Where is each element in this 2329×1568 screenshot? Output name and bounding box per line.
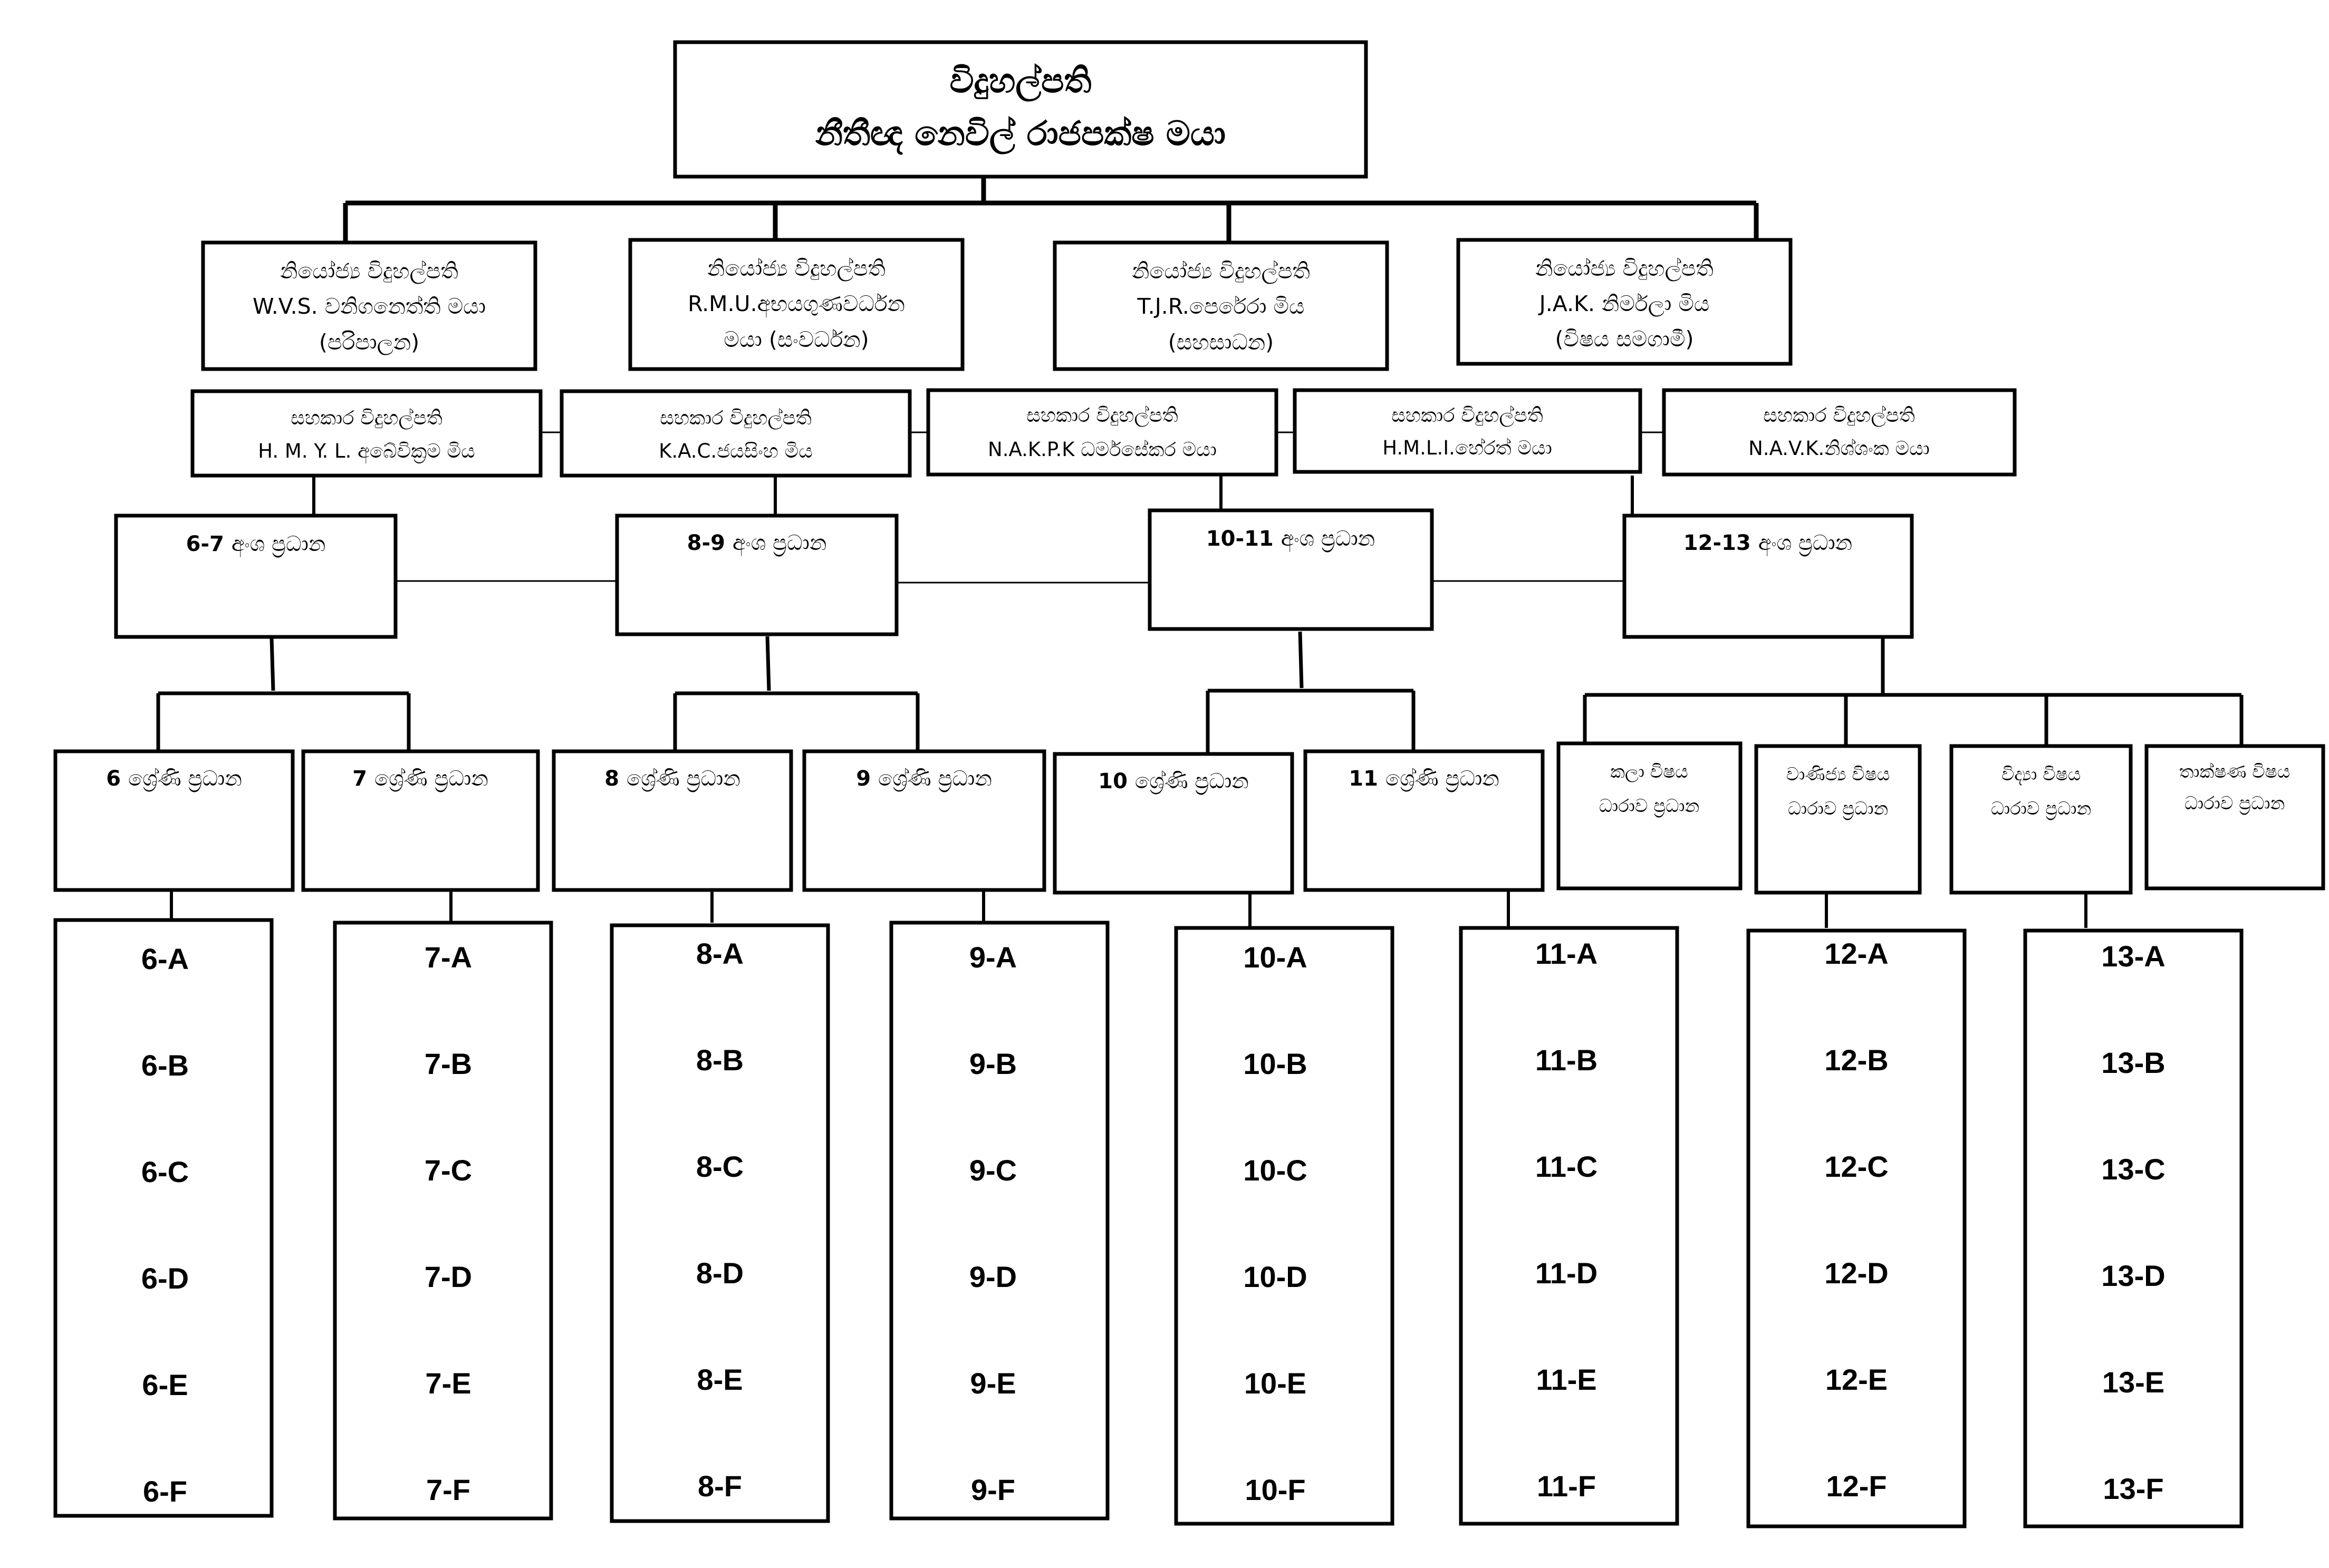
class-label: 7-C [424,1154,473,1187]
class-column-9 [891,923,1108,1518]
class-label: 8-E [697,1363,743,1396]
class-label: 9-D [969,1260,1017,1293]
stream-head-node [1951,746,2131,893]
stream-head-subject: කලා විෂය [1610,761,1688,782]
stream-head-title: ධාරාව ප්‍රධාන [1599,796,1700,817]
grade-head-title: ශ්‍රේණි ප්‍රධාන [1385,767,1499,791]
class-label: 6-D [141,1262,189,1295]
stream-head-node [2147,746,2323,888]
assistant-node [1664,390,2015,475]
deputy-name: T.J.R.පෙරේරා මිය [1137,294,1305,319]
assistant-title: සහකාර විදුහල්පති [660,406,812,429]
grade-head-number: 6 [106,767,121,791]
class-column-8 [612,925,828,1521]
class-label: 12-C [1824,1150,1889,1183]
section-head-title: අංශ ප්‍රධාන [1281,527,1375,551]
class-column-13 [2025,931,2241,1526]
assistant-node [1295,390,1640,472]
stream-head-node [1558,743,1740,888]
grade-head-label [1349,767,1499,792]
stream-head-title: ධාරාව ප්‍රධාන [1787,798,1889,819]
stream-head-subject: විද්‍යා විෂය [2001,764,2081,785]
assistant-box [1664,390,2015,475]
assistant-box [193,391,541,476]
grade-head-label [352,767,488,792]
class-label: 10-B [1243,1047,1307,1080]
class-label: 8-D [696,1256,744,1290]
assistant-box [928,390,1276,475]
class-label: 8-C [696,1150,744,1183]
deputy-node [1055,243,1387,369]
assistant-name: H. M. Y. L. අබේවික්‍රම මිය [258,440,475,462]
deputy-title: නියෝජ්‍ය විදුහල්පති [707,256,886,281]
class-label: 12-E [1825,1363,1888,1396]
grade-head-title: ශ්‍රේණි ප්‍රධාන [1134,769,1249,793]
assistant-title: සහකාර විදුහල්පති [1763,404,1915,427]
principal-node [675,42,1366,177]
deputy-node [1458,240,1791,364]
class-column-12 [1748,931,1965,1526]
deputy-title: නියෝජ්‍ය විදුහල්පති [280,258,458,284]
class-label: 9-F [971,1473,1015,1506]
grade-head-label [604,767,740,792]
class-label: 10-F [1245,1473,1306,1506]
assistant-box [1295,390,1640,472]
grade-head-label [856,767,992,792]
class-label: 10-D [1243,1260,1307,1293]
stream-head-title: ධාරාව ප්‍රධාන [2184,793,2285,814]
class-label: 7-D [424,1260,473,1293]
section-head-title: අංශ ප්‍රධාන [231,532,326,556]
principal-title: විදුහල්පති [949,62,1092,101]
section-head-label [186,532,326,557]
assistant-title: සහකාර විදුහල්පති [291,406,442,429]
class-column-box [891,923,1108,1518]
class-column-box [1461,928,1677,1524]
class-label: 11-B [1535,1043,1598,1077]
connector-section-3-down [1300,632,1302,688]
class-label: 6-C [141,1155,189,1188]
grade-head-title: ශ්‍රේණි ප්‍රධාන [374,767,488,791]
assistant-node [928,390,1276,475]
class-label: 13-C [2101,1153,2166,1186]
class-column-box [2025,931,2241,1526]
assistant-name: K.A.C.ජයසිංහ මිය [659,440,813,462]
deputy-name: W.V.S. වනිගනෙත්ති මයා [252,294,486,319]
assistant-name: N.A.K.P.K ධර්මසේකර මයා [988,438,1217,461]
grade-head-node [55,751,293,890]
assistant-title: සහකාර විදුහල්පති [1026,404,1178,427]
class-label: 12-B [1824,1043,1889,1077]
stream-head-node [1756,746,1920,893]
section-head-node [617,516,897,634]
grade-head-number: 7 [352,767,368,791]
class-label: 6-F [143,1475,187,1508]
class-column-box [335,923,551,1518]
class-label: 9-A [969,941,1017,974]
class-label: 10-E [1244,1367,1307,1400]
deputy-department: (පරිපාලන) [319,330,420,355]
class-label: 11-A [1535,937,1598,970]
class-column-box [1748,931,1965,1526]
assistant-node [562,391,910,476]
class-label: 12-D [1824,1256,1889,1290]
grade-head-title: ශ්‍රේණි ප්‍රධාන [128,767,242,791]
section-head-label [1683,531,1852,556]
deputy-title: නියෝජ්‍ය විදුහල්පති [1535,256,1714,281]
section-head-range: 6-7 [186,532,224,556]
class-label: 7-A [424,941,473,974]
class-label: 11-F [1536,1469,1596,1503]
grade-head-title: ශ්‍රේණි ප්‍රධාන [878,767,992,791]
connector-section-2-down [767,636,769,691]
class-label: 8-F [698,1469,742,1503]
class-column-7 [335,923,551,1518]
grade-head-node [1305,751,1543,890]
class-label: 12-F [1826,1469,1887,1503]
assistant-node [193,391,541,476]
class-column-11 [1461,928,1677,1524]
grade-head-title: ශ්‍රේණි ප්‍රධාන [626,767,740,791]
stream-head-title: ධාරාව ප්‍රධාන [1990,798,2092,819]
stream-head-subject: තාක්ෂණ විෂය [2179,761,2290,782]
section-head-title: අංශ ප්‍රධාන [732,531,827,555]
assistant-name: N.A.V.K.නිශ්ශංක මයා [1748,437,1930,460]
section-head-node [116,516,396,637]
section-head-label [687,531,827,556]
class-label: 9-C [969,1154,1017,1187]
grade-head-label [1098,769,1248,795]
class-label: 7-E [425,1367,471,1400]
class-column-box [1176,928,1392,1524]
stream-head-subject: වාණිජ්‍ය විෂය [1786,764,1890,785]
class-label: 10-A [1243,941,1307,974]
assistant-name: H.M.L.I.හේරත් මයා [1382,437,1552,459]
grade-head-node [1055,754,1292,893]
class-column-10 [1176,928,1392,1524]
grade-head-number: 9 [856,767,871,791]
grade-head-label [106,767,242,792]
class-label: 12-A [1824,937,1889,970]
assistant-box [562,391,910,476]
deputy-name: J.A.K. නිර්මලා මිය [1539,291,1710,316]
grade-head-number: 10 [1098,769,1128,793]
class-label: 7-F [426,1473,470,1506]
class-label: 7-B [424,1047,473,1080]
class-label: 10-C [1243,1154,1307,1187]
class-label: 11-E [1536,1363,1597,1396]
deputy-department: (විෂය සමගාමී) [1555,326,1694,352]
section-head-label [1206,527,1375,552]
grade-head-node [554,751,791,890]
class-label: 13-E [2102,1366,2165,1399]
class-column-6 [55,920,272,1516]
class-label: 6-E [142,1368,188,1401]
section-head-range: 12-13 [1683,531,1751,555]
deputy-title: නියෝජ්‍ය විදුහල්පති [1132,258,1310,284]
grade-head-node [804,751,1044,890]
class-column-box [55,920,272,1516]
class-label: 13-A [2101,940,2166,973]
class-label: 13-B [2101,1046,2166,1079]
grade-head-number: 8 [604,767,620,791]
deputy-department: (සහසාධන) [1168,330,1274,355]
class-column-box [612,925,828,1521]
class-label: 9-B [969,1047,1017,1080]
class-label: 13-F [2103,1472,2164,1505]
grade-head-node [303,751,538,890]
class-label: 6-A [141,942,189,975]
deputy-name: R.M.U.අභයගුණවර්ධන [688,291,905,316]
assistant-title: සහකාර විදුහල්පති [1391,404,1543,427]
section-head-node [1624,516,1912,637]
class-label: 9-E [970,1367,1016,1400]
class-label: 13-D [2101,1259,2166,1292]
principal-name: නීතීඥ නෙවිල් රාජපක්ෂ මයා [815,114,1226,153]
class-label: 11-D [1535,1256,1598,1290]
deputy-node [630,240,963,369]
section-head-range: 10-11 [1206,527,1274,551]
section-head-title: අංශ ප්‍රධාන [1758,531,1853,555]
connector-section-1-down [272,638,273,691]
deputy-department: මයා (සංවර්ධන) [724,327,869,352]
class-label: 11-C [1535,1150,1598,1183]
section-head-node [1150,510,1432,629]
class-label: 8-B [696,1043,744,1077]
class-label: 8-A [696,937,744,970]
class-label: 6-B [141,1049,189,1082]
deputy-node [203,243,535,369]
grade-head-number: 11 [1349,767,1378,791]
section-head-range: 8-9 [687,531,725,555]
